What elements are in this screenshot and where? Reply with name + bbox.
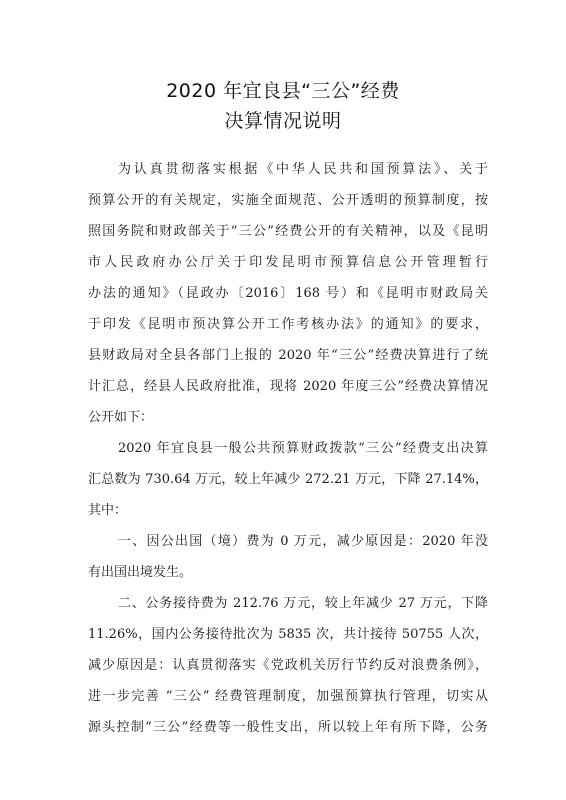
- paragraph-intro-line: 于印发《昆明市预决算公开工作考核办法》的通知》的要求，: [88, 317, 488, 332]
- paragraph-intro-line: 为认真贯彻落实根据《中华人民共和国预算法》、关于: [118, 162, 488, 177]
- paragraph-intro-line: 公开如下：: [88, 410, 154, 425]
- paragraph-intro-line: 市人民政府办公厅关于印发昆明市预算信息公开管理暂行: [88, 255, 488, 270]
- paragraph-intro-line: 办法的通知》（昆政办〔2016〕168 号）和《昆明市财政局关: [88, 286, 488, 301]
- paragraph-intro-line: 预算公开的有关规定，实施全面规范、公开透明的预算制度，按: [88, 193, 488, 208]
- paragraph-overseas-line: 有出国出境发生。: [88, 565, 193, 580]
- paragraph-summary-line: 其中：: [88, 503, 128, 518]
- paragraph-intro-line: 照国务院和财政部关于“三公”经费公开的有关精神，以及《昆明: [88, 224, 488, 239]
- paragraph-reception-line: 源头控制“三公”经费等一般性支出，所以较上年有所下降，公务: [88, 720, 488, 735]
- paragraph-reception-line: 减少原因是：认真贯彻落实《党政机关厉行节约反对浪费条例》，: [88, 658, 488, 673]
- paragraph-summary-line: 汇总数为 730.64 万元，较上年减少 272.21 万元，下降 27.14%，: [88, 472, 488, 487]
- document-title: 2020 年宜良县“三公”经费: [166, 80, 400, 102]
- paragraph-intro-line: 县财政局对全县各部门上报的 2020 年“三公”经费决算进行了统: [88, 348, 488, 363]
- document-subtitle: 决算情况说明: [224, 110, 342, 132]
- paragraph-reception-line: 11.26%，国内公务接待批次为 5835 次，共计接待 50755 人次，: [88, 627, 488, 642]
- paragraph-reception-line: 进一步完善 “三公” 经费管理制度，加强预算执行管理，切实从: [88, 689, 488, 704]
- paragraph-intro-line: 计汇总，经县人民政府批准，现将 2020 年度三公”经费决算情况: [88, 379, 488, 394]
- paragraph-reception-line: 二、公务接待费为 212.76 万元，较上年减少 27 万元，下降: [118, 596, 488, 611]
- paragraph-overseas-line: 一、因公出国（境）费为 0 万元，减少原因是：2020 年没: [118, 534, 488, 549]
- paragraph-summary-line: 2020 年宜良县一般公共预算财政拨款“三公”经费支出决算: [118, 441, 488, 456]
